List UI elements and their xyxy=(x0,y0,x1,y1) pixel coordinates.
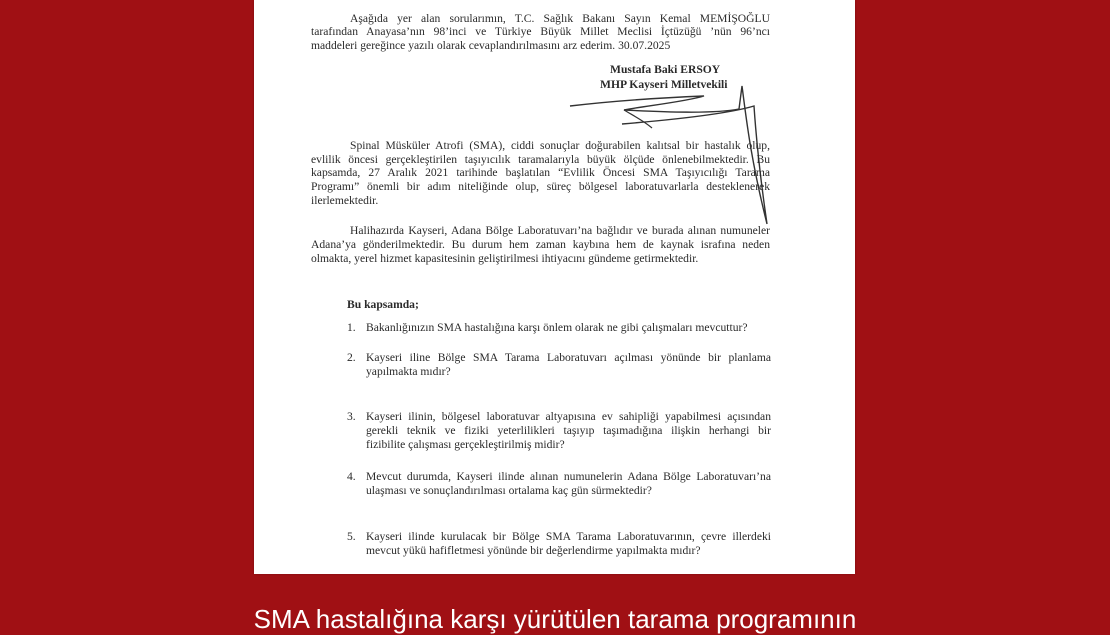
question-4-line-2: ulaşması ve sonuçlandırılması ortalama kaç gün sürmektedir? xyxy=(366,484,652,497)
question-4-number: 4. xyxy=(347,470,356,483)
signer-title: MHP Kayseri Milletvekili xyxy=(600,78,728,91)
question-3-line-1: Kayseri ilinin, bölgesel laboratuvar altyapısına ev sahipliği yapabilmesi açısından xyxy=(366,410,771,423)
document-page xyxy=(254,0,855,574)
para1-line-2: evlilik öncesi gerçekleştirilen taşıyıcılık taramalarıyla büyük ölçüde önlenebilmektedir. Bu xyxy=(311,153,770,166)
question-1-number: 1. xyxy=(347,321,356,334)
question-3-number: 3. xyxy=(347,410,356,423)
caption-headline: SMA hastalığına karşı yürütülen tarama programının xyxy=(253,604,857,634)
question-1-line-1: Bakanlığınızın SMA hastalığına karşı önlem olarak ne gibi çalışmaları mevcuttur? xyxy=(366,321,748,334)
section-heading: Bu kapsamda; xyxy=(347,298,419,311)
intro-line-1: Aşağıda yer alan sorularımın, T.C. Sağlık Bakanı Sayın Kemal MEMİŞOĞLU xyxy=(350,12,770,25)
intro-line-3: maddeleri gereğince yazılı olarak cevaplandırılmasını arz ederim. 30.07.2025 xyxy=(311,39,671,52)
para1-line-5: ilerlemektedir. xyxy=(311,194,379,207)
question-5-line-1: Kayseri ilinde kurulacak bir Bölge SMA Tarama Laboratuvarının, çevre illerdeki xyxy=(366,530,771,543)
para1-line-1: Spinal Müsküler Atrofi (SMA), ciddi sonuçlar doğurabilen kalıtsal bir hastalık olup, xyxy=(350,139,770,152)
intro-line-2: tarafından Anayasa’nın 98’inci ve Türkiye Büyük Millet Meclisi İçtüzüğü ’nün 96’ncı xyxy=(311,25,770,38)
question-5-line-2: mevcut yükü hafifletmesi yönünde bir değerlendirme yapılmakta mıdır? xyxy=(366,544,701,557)
question-2-line-1: Kayseri iline Bölge SMA Tarama Laboratuvarı açılması yönünde bir planlama xyxy=(366,351,771,364)
question-4-line-1: Mevcut durumda, Kayseri ilinde alınan numunelerin Adana Bölge Laboratuvarı’na xyxy=(366,470,771,483)
signer-name: Mustafa Baki ERSOY xyxy=(610,63,721,76)
question-3-line-2: gerekli teknik ve fiziki yeterlilikleri taşıyıp taşımadığına ilişkin herhangi bir xyxy=(366,424,771,437)
para2-line-3: olmakta, yerel hizmet kapasitesinin geliştirilmesi ihtiyacını gündeme getirmektedir. xyxy=(311,252,699,265)
question-2-number: 2. xyxy=(347,351,356,364)
question-5-number: 5. xyxy=(347,530,356,543)
para1-line-4: Programı” önemli bir adım niteliğinde olup, süreç bölgesel laboratuvarlarla desteklenerek xyxy=(311,180,770,193)
question-3-line-3: fizibilite çalışması gerçekleştirilmiş midir? xyxy=(366,438,565,451)
para2-line-2: Adana’ya gönderilmektedir. Bu durum hem zaman kaybına hem de kaynak israfına neden xyxy=(311,238,770,251)
para1-line-3: kapsamda, 27 Aralık 2021 tarihinde başlatılan “Evlilik Öncesi SMA Taşıyıcılığı Tarama xyxy=(311,166,770,179)
question-2-line-2: yapılmakta mıdır? xyxy=(366,365,451,378)
para2-line-1: Halihazırda Kayseri, Adana Bölge Laboratuvarı’na bağlıdır ve burada alınan numuneler xyxy=(350,224,770,237)
